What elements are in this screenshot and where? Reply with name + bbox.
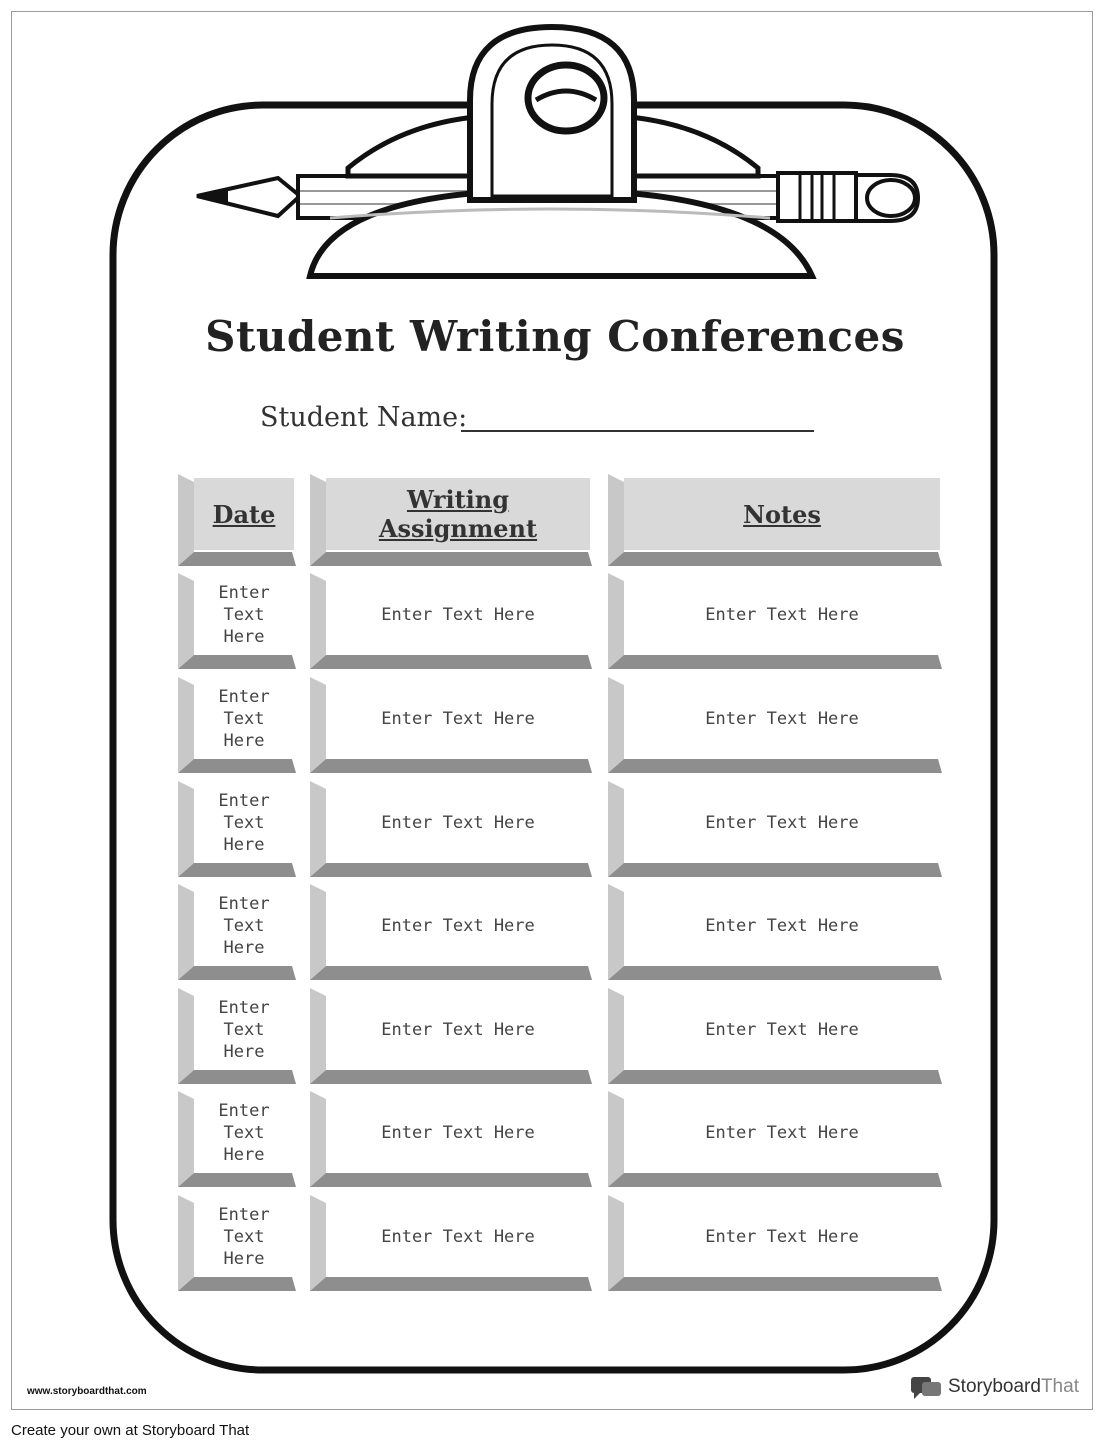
bevel-bottom (178, 1277, 296, 1291)
bevel-side (608, 884, 624, 980)
bevel-bottom (310, 1173, 592, 1187)
cell-date-row-3[interactable] (178, 781, 296, 877)
cell-writing-assignment-row-6[interactable] (310, 1091, 592, 1187)
bevel-bottom (178, 759, 296, 773)
cell-date-row-2-text[interactable]: Enter Text Here (194, 681, 294, 757)
cell-date-row-4-text[interactable]: Enter Text Here (194, 888, 294, 964)
cell-writing-assignment-row-2[interactable] (310, 677, 592, 773)
cell-writing-assignment-row-1[interactable] (310, 573, 592, 669)
header-notes-text: Notes (624, 478, 940, 550)
cell-date-row-5-text[interactable]: Enter Text Here (194, 992, 294, 1068)
bevel-side (178, 1195, 194, 1291)
bevel-side (310, 677, 326, 773)
cell-writing-assignment-row-4-text[interactable]: Enter Text Here (326, 888, 590, 964)
bevel-bottom (310, 1070, 592, 1084)
cell-date-row-7-text[interactable]: Enter Text Here (194, 1199, 294, 1275)
cell-writing-assignment-row-6-text[interactable]: Enter Text Here (326, 1095, 590, 1171)
cell-notes-row-4[interactable] (608, 884, 942, 980)
bevel-bottom (608, 863, 942, 877)
cell-notes-row-5[interactable] (608, 988, 942, 1084)
cell-notes-row-4-text[interactable]: Enter Text Here (624, 888, 940, 964)
bevel-side (310, 1195, 326, 1291)
cell-date-row-1-text[interactable]: Enter Text Here (194, 577, 294, 653)
header-writing-assignment-text: Writing Assignment (326, 478, 590, 550)
cell-writing-assignment-row-4[interactable] (310, 884, 592, 980)
cell-date-row-4[interactable] (178, 884, 296, 980)
cell-writing-assignment-row-7-text[interactable]: Enter Text Here (326, 1199, 590, 1275)
cell-writing-assignment-row-2-text[interactable]: Enter Text Here (326, 681, 590, 757)
cell-notes-row-2-text[interactable]: Enter Text Here (624, 681, 940, 757)
header-notes (608, 474, 942, 566)
bevel-side (608, 677, 624, 773)
bevel-bottom (608, 1173, 942, 1187)
bevel-side (310, 573, 326, 669)
cell-date-row-1[interactable] (178, 573, 296, 669)
bevel-bottom (608, 655, 942, 669)
bevel-bottom (310, 966, 592, 980)
cell-notes-row-7-text[interactable]: Enter Text Here (624, 1199, 940, 1275)
bevel-side (608, 988, 624, 1084)
cell-notes-row-2[interactable] (608, 677, 942, 773)
cell-writing-assignment-row-5-text[interactable]: Enter Text Here (326, 992, 590, 1068)
storyboardthat-credit[interactable]: Create your own at Storyboard That (11, 1422, 250, 1439)
cell-writing-assignment-row-1-text[interactable]: Enter Text Here (326, 577, 590, 653)
bevel-bottom (608, 1277, 942, 1291)
bevel-side (310, 474, 326, 566)
bevel-bottom (310, 863, 592, 877)
cell-notes-row-1-text[interactable]: Enter Text Here (624, 577, 940, 653)
bevel-side (608, 781, 624, 877)
bevel-side (178, 1091, 194, 1187)
header-date-text: Date (194, 478, 294, 550)
cell-notes-row-6[interactable] (608, 1091, 942, 1187)
cell-writing-assignment-row-3-text[interactable]: Enter Text Here (326, 785, 590, 861)
storyboardthat-logo-icon (910, 1374, 942, 1400)
cell-writing-assignment-row-5[interactable] (310, 988, 592, 1084)
bevel-side (178, 573, 194, 669)
cell-date-row-3-text[interactable]: Enter Text Here (194, 785, 294, 861)
bevel-bottom (178, 863, 296, 877)
cell-date-row-6[interactable] (178, 1091, 296, 1187)
brand-primary: Storyboard (948, 1376, 1041, 1397)
bevel-bottom (608, 759, 942, 773)
student-name-label: Student Name: (260, 402, 468, 433)
bevel-side (608, 1195, 624, 1291)
cell-date-row-2[interactable] (178, 677, 296, 773)
bevel-bottom (608, 966, 942, 980)
cell-notes-row-3-text[interactable]: Enter Text Here (624, 785, 940, 861)
bevel-bottom (178, 1070, 296, 1084)
cell-date-row-7[interactable] (178, 1195, 296, 1291)
worksheet-title: Student Writing Conferences (205, 312, 905, 361)
bevel-bottom (310, 655, 592, 669)
bevel-bottom (178, 966, 296, 980)
clip-icon (310, 27, 812, 276)
bevel-bottom (310, 552, 592, 566)
header-writing-assignment (310, 474, 592, 566)
cell-notes-row-3[interactable] (608, 781, 942, 877)
bevel-side (608, 1091, 624, 1187)
bevel-bottom (310, 759, 592, 773)
bevel-side (178, 677, 194, 773)
bevel-side (310, 781, 326, 877)
bevel-side (310, 1091, 326, 1187)
cell-writing-assignment-row-3[interactable] (310, 781, 592, 877)
footer-url[interactable]: www.storyboardthat.com (27, 1386, 147, 1397)
bevel-side (608, 474, 624, 566)
cell-date-row-5[interactable] (178, 988, 296, 1084)
brand-name (948, 1376, 1079, 1398)
brand-secondary: That (1040, 1376, 1079, 1397)
bevel-bottom (608, 552, 942, 566)
bevel-side (608, 573, 624, 669)
bevel-bottom (178, 1173, 296, 1187)
header-date (178, 474, 296, 566)
bevel-bottom (178, 655, 296, 669)
cell-date-row-6-text[interactable]: Enter Text Here (194, 1095, 294, 1171)
bevel-side (178, 884, 194, 980)
bevel-side (178, 474, 194, 566)
bevel-bottom (178, 552, 296, 566)
cell-notes-row-5-text[interactable]: Enter Text Here (624, 992, 940, 1068)
cell-notes-row-1[interactable] (608, 573, 942, 669)
cell-notes-row-7[interactable] (608, 1195, 942, 1291)
student-name-field[interactable] (461, 430, 814, 432)
bevel-bottom (310, 1277, 592, 1291)
bevel-side (310, 884, 326, 980)
bevel-side (178, 781, 194, 877)
storyboardthat-brand[interactable] (910, 1374, 1079, 1400)
cell-notes-row-6-text[interactable]: Enter Text Here (624, 1095, 940, 1171)
cell-writing-assignment-row-7[interactable] (310, 1195, 592, 1291)
bevel-side (178, 988, 194, 1084)
bevel-side (310, 988, 326, 1084)
bevel-bottom (608, 1070, 942, 1084)
